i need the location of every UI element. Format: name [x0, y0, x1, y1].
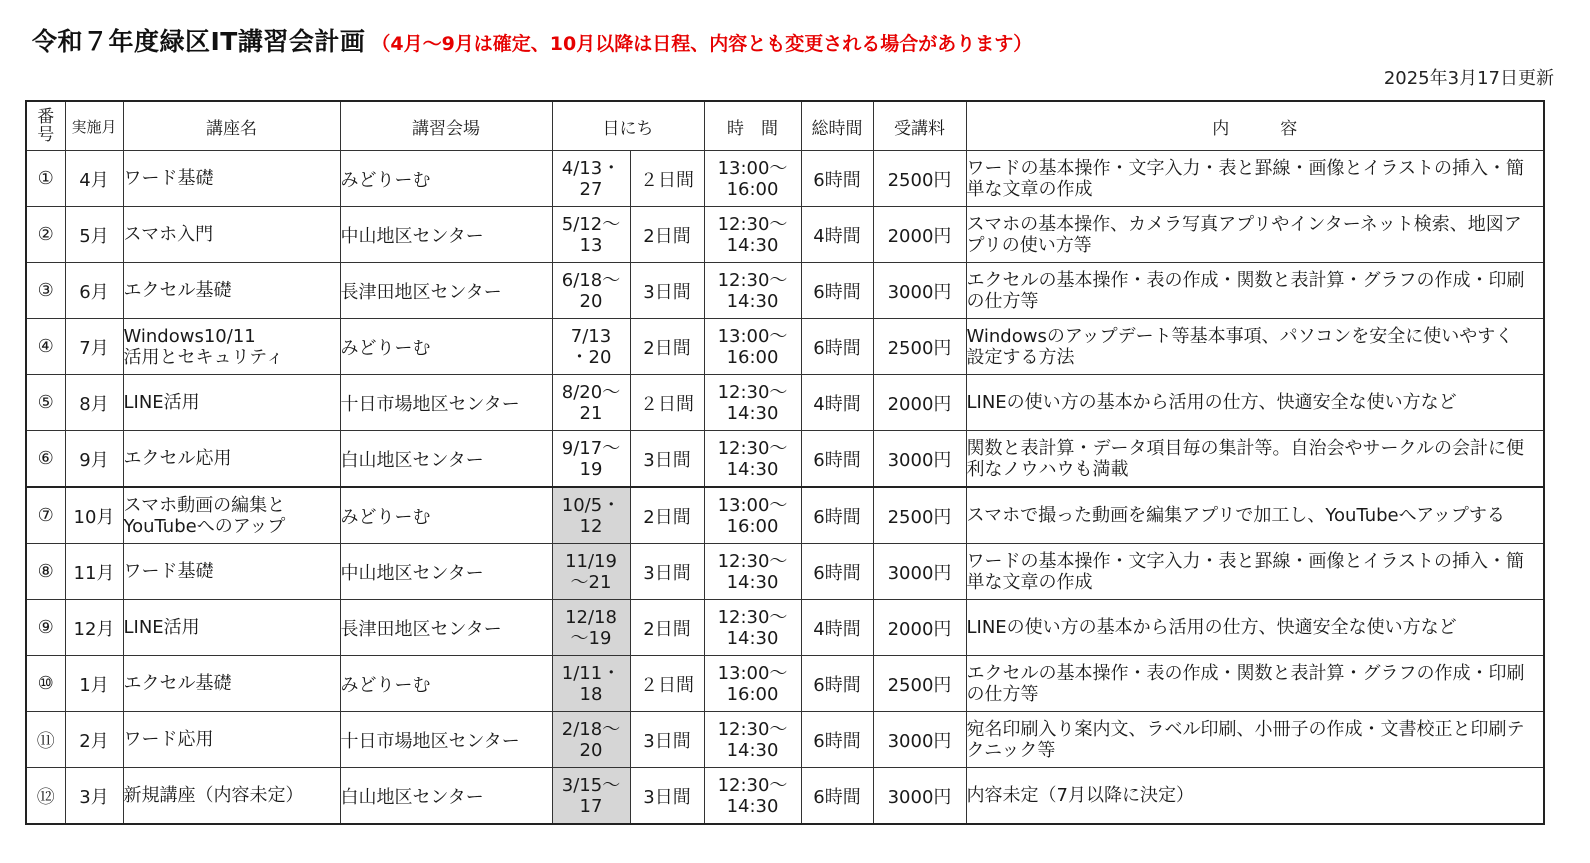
row-course-name: LINE活用 [123, 600, 340, 656]
table-row [26, 600, 1544, 656]
row-days: ２日間 [630, 375, 704, 431]
row-content: スマホで撮った動画を編集アプリで加工し、YouTubeへアップする [966, 487, 1544, 544]
row-days: 2日間 [630, 207, 704, 263]
header-time: 時 間 [704, 101, 801, 151]
row-total-hours: 6時間 [801, 768, 873, 825]
row-venue: 十日市場地区センター [340, 375, 552, 431]
row-time: 12:30～ 14:30 [704, 431, 801, 488]
updated-date: 2025年3月17日更新 [1383, 68, 1554, 89]
row-time: 12:30～ 14:30 [704, 768, 801, 825]
header-content: 内 容 [966, 101, 1544, 151]
row-dates: 9/17～ 19 [552, 431, 630, 488]
row-dates: 5/12～ 13 [552, 207, 630, 263]
row-total-hours: 4時間 [801, 375, 873, 431]
row-time: 13:00～ 16:00 [704, 151, 801, 207]
row-venue: 白山地区センター [340, 768, 552, 825]
row-dates: 1/11・ 18 [552, 656, 630, 712]
row-dates: 11/19 ～21 [552, 544, 630, 600]
row-total-hours: 4時間 [801, 207, 873, 263]
row-fee: 2000円 [873, 375, 966, 431]
row-month: 1月 [65, 656, 123, 712]
row-number: ⑦ [26, 487, 65, 544]
row-month: 7月 [65, 319, 123, 375]
page-title-row [32, 22, 1032, 58]
row-fee: 2500円 [873, 656, 966, 712]
header-fee: 受講料 [873, 101, 966, 151]
row-course-name: 新規講座（内容未定） [123, 768, 340, 825]
row-dates: 12/18 ～19 [552, 600, 630, 656]
row-dates: 3/15～ 17 [552, 768, 630, 825]
row-fee: 3000円 [873, 712, 966, 768]
row-dates: 8/20～ 21 [552, 375, 630, 431]
row-days: 2日間 [630, 487, 704, 544]
row-number: ③ [26, 263, 65, 319]
row-days: 3日間 [630, 712, 704, 768]
row-total-hours: 6時間 [801, 487, 873, 544]
row-content: LINEの使い方の基本から活用の仕方、快適安全な使い方など [966, 600, 1544, 656]
row-number: ⑪ [26, 712, 65, 768]
row-total-hours: 6時間 [801, 544, 873, 600]
row-content: 宛名印刷入り案内文、ラベル印刷、小冊子の作成・文書校正と印刷テ クニック等 [966, 712, 1544, 768]
row-total-hours: 6時間 [801, 151, 873, 207]
row-dates: 6/18～ 20 [552, 263, 630, 319]
row-days: 2日間 [630, 600, 704, 656]
row-number: ① [26, 151, 65, 207]
row-fee: 2500円 [873, 487, 966, 544]
row-venue: 中山地区センター [340, 207, 552, 263]
row-course-name: ワード基礎 [123, 544, 340, 600]
row-days: 3日間 [630, 544, 704, 600]
row-venue: みどりーむ [340, 319, 552, 375]
row-number: ⑧ [26, 544, 65, 600]
row-venue: みどりーむ [340, 487, 552, 544]
row-content: Windowsのアップデート等基本事項、パソコンを安全に使いやすく 設定する方法 [966, 319, 1544, 375]
row-dates: 2/18～ 20 [552, 712, 630, 768]
header-venue: 講習会場 [340, 101, 552, 151]
table-row [26, 768, 1544, 825]
row-days: 3日間 [630, 263, 704, 319]
row-total-hours: 6時間 [801, 263, 873, 319]
row-course-name: スマホ入門 [123, 207, 340, 263]
header-dates: 日にち [552, 101, 704, 151]
row-dates: 10/5・ 12 [552, 487, 630, 544]
row-fee: 2000円 [873, 600, 966, 656]
row-time: 12:30～ 14:30 [704, 600, 801, 656]
row-fee: 3000円 [873, 263, 966, 319]
row-fee: 2500円 [873, 151, 966, 207]
row-content: ワードの基本操作・文字入力・表と罫線・画像とイラストの挿入・簡 単な文章の作成 [966, 151, 1544, 207]
title-note: （4月～9月は確定、10月以降は日程、内容とも変更される場合があります） [371, 33, 1033, 55]
row-time: 12:30～ 14:30 [704, 712, 801, 768]
row-month: 4月 [65, 151, 123, 207]
table-row [26, 207, 1544, 263]
table-row [26, 375, 1544, 431]
row-course-name: Windows10/11 活用とセキュリティ [123, 319, 340, 375]
row-number: ② [26, 207, 65, 263]
row-content: 関数と表計算・データ項目毎の集計等。自治会やサークルの会計に便 利なノウハウも満載 [966, 431, 1544, 488]
row-total-hours: 6時間 [801, 319, 873, 375]
page-title: 令和７年度緑区IT講習会計画 [32, 27, 366, 56]
row-course-name: LINE活用 [123, 375, 340, 431]
row-month: 5月 [65, 207, 123, 263]
header-number: 番 号 [26, 101, 65, 151]
row-content: スマホの基本操作、カメラ写真アプリやインターネット検索、地図ア プリの使い方等 [966, 207, 1544, 263]
row-fee: 3000円 [873, 544, 966, 600]
table-row [26, 319, 1544, 375]
table-row [26, 151, 1544, 207]
row-fee: 3000円 [873, 768, 966, 825]
row-fee: 2500円 [873, 319, 966, 375]
row-time: 12:30～ 14:30 [704, 263, 801, 319]
row-venue: 長津田地区センター [340, 263, 552, 319]
row-number: ⑩ [26, 656, 65, 712]
row-month: 2月 [65, 712, 123, 768]
row-content: エクセルの基本操作・表の作成・関数と表計算・グラフの作成・印刷 の仕方等 [966, 656, 1544, 712]
row-month: 10月 [65, 487, 123, 544]
row-course-name: ワード応用 [123, 712, 340, 768]
row-fee: 2000円 [873, 207, 966, 263]
row-course-name: エクセル基礎 [123, 263, 340, 319]
row-month: 12月 [65, 600, 123, 656]
row-month: 11月 [65, 544, 123, 600]
row-time: 12:30～ 14:30 [704, 375, 801, 431]
table-row [26, 544, 1544, 600]
row-content: エクセルの基本操作・表の作成・関数と表計算・グラフの作成・印刷 の仕方等 [966, 263, 1544, 319]
row-month: 6月 [65, 263, 123, 319]
row-number: ⑨ [26, 600, 65, 656]
row-dates: 4/13・ 27 [552, 151, 630, 207]
row-total-hours: 4時間 [801, 600, 873, 656]
row-total-hours: 6時間 [801, 431, 873, 488]
row-time: 13:00～ 16:00 [704, 656, 801, 712]
row-month: 9月 [65, 431, 123, 488]
row-total-hours: 6時間 [801, 712, 873, 768]
row-dates: 7/13 ・20 [552, 319, 630, 375]
header-total-hours: 総時間 [801, 101, 873, 151]
row-course-name: エクセル応用 [123, 431, 340, 488]
row-month: 8月 [65, 375, 123, 431]
row-days: ２日間 [630, 151, 704, 207]
course-schedule-table [25, 100, 1545, 825]
table-header-row [26, 101, 1544, 151]
table-row [26, 263, 1544, 319]
row-course-name: エクセル基礎 [123, 656, 340, 712]
row-content: LINEの使い方の基本から活用の仕方、快適安全な使い方など [966, 375, 1544, 431]
row-content: ワードの基本操作・文字入力・表と罫線・画像とイラストの挿入・簡 単な文章の作成 [966, 544, 1544, 600]
table-row [26, 431, 1544, 488]
row-time: 12:30～ 14:30 [704, 207, 801, 263]
row-number: ④ [26, 319, 65, 375]
row-number: ⑤ [26, 375, 65, 431]
row-venue: 十日市場地区センター [340, 712, 552, 768]
row-number: ⑥ [26, 431, 65, 488]
row-time: 12:30～ 14:30 [704, 544, 801, 600]
row-days: 3日間 [630, 431, 704, 488]
row-days: ２日間 [630, 656, 704, 712]
header-month: 実施月 [65, 101, 123, 151]
table-row [26, 487, 1544, 544]
table-row [26, 656, 1544, 712]
row-venue: 中山地区センター [340, 544, 552, 600]
row-course-name: ワード基礎 [123, 151, 340, 207]
table-row [26, 712, 1544, 768]
row-content: 内容未定（7月以降に決定） [966, 768, 1544, 825]
row-time: 13:00～ 16:00 [704, 487, 801, 544]
row-time: 13:00～ 16:00 [704, 319, 801, 375]
row-venue: みどりーむ [340, 151, 552, 207]
row-days: 2日間 [630, 319, 704, 375]
row-course-name: スマホ動画の編集と YouTubeへのアップ [123, 487, 340, 544]
row-venue: みどりーむ [340, 656, 552, 712]
row-venue: 長津田地区センター [340, 600, 552, 656]
row-venue: 白山地区センター [340, 431, 552, 488]
row-days: 3日間 [630, 768, 704, 825]
row-total-hours: 6時間 [801, 656, 873, 712]
header-course: 講座名 [123, 101, 340, 151]
row-fee: 3000円 [873, 431, 966, 488]
row-number: ⑫ [26, 768, 65, 825]
row-month: 3月 [65, 768, 123, 825]
